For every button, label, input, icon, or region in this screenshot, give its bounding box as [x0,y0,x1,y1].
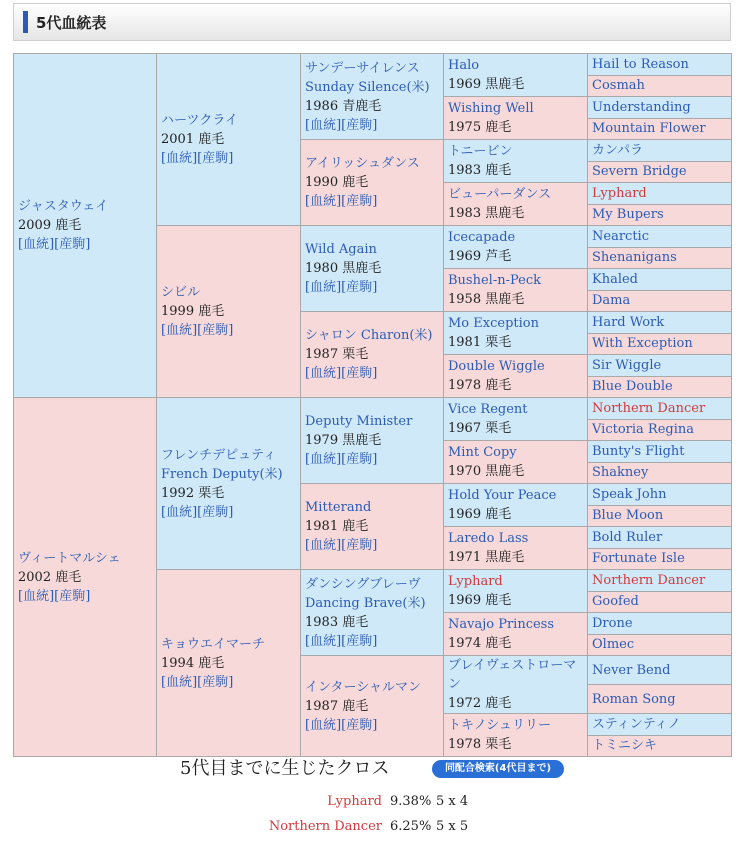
gen3-horse-cell [301,398,444,484]
horse-name-link[interactable]: トキノシュリリー [448,718,551,733]
pedigree-link[interactable]: 血統 [23,588,50,604]
horse-links: [血統][産駒] [18,237,91,252]
horse-links: [血統][産駒] [161,504,234,520]
horse-name-link[interactable]: Never Bend [592,662,671,678]
horse-links: [血統][産駒] [161,323,234,338]
gen4-horse-cell [444,226,588,269]
horse-birth-coat: 1969 鹿毛 [448,507,512,522]
horse-birth-coat: 1979 黒鹿毛 [305,433,382,448]
pedigree-link[interactable]: 血統 [166,504,193,520]
horse-name-link[interactable]: Understanding [592,99,691,115]
horse-birth-coat: 2009 鹿毛 [18,218,82,233]
horse-name-link[interactable]: Speak John [592,486,667,502]
gen5-horse-cell [588,656,732,685]
gen5-horse-cell [588,685,732,714]
pedigree-link[interactable]: 血統 [166,674,193,690]
horse-name-link[interactable]: サンデーサイレンス Sunday Silence(米) [305,60,430,95]
gen5-horse-cell [588,333,732,355]
horse-birth-coat: 1992 栗毛 [161,485,225,501]
gen5-horse-cell [588,527,732,549]
pedigree-table [13,53,732,757]
same-breeding-search-button[interactable]: 同配合検索(4代目まで) [432,760,564,778]
horse-birth-coat: 1969 鹿毛 [448,593,512,608]
cross-generation: 5 x 5 [436,819,469,834]
gen4-horse-cell [444,54,588,97]
horse-name-link[interactable]: ビューパーダンス [448,187,552,202]
gen2-horse-cell [157,398,301,570]
horse-links: [血統][産駒] [305,280,378,295]
horse-links: [血統][産駒] [305,117,378,133]
horse-name-link[interactable]: ジャスタウェイ [18,199,109,214]
gen5-horse-cell [588,484,732,506]
horse-birth-coat: 1983 黒鹿毛 [448,206,525,221]
header-accent-bar [23,11,28,33]
horse-name-link[interactable]: Cosmah [592,78,645,94]
gen4-horse-cell [444,570,588,613]
gen4-horse-cell [444,312,588,355]
horse-links: [血統][産駒] [161,151,234,166]
horse-name-link[interactable]: Hard Work [592,314,665,330]
horse-birth-coat: 1970 黒鹿毛 [448,464,525,479]
horse-links: [血統][産駒] [305,194,378,209]
cross-percent: 6.25% [390,819,432,834]
horse-links: [血統][産駒] [161,674,234,690]
gen5-horse-cell [588,140,732,162]
horse-links: [血統][産駒] [305,717,378,733]
gen4-horse-cell [444,656,588,714]
gen5-horse-cell [588,398,732,420]
pedigree-link[interactable]: 血統 [310,280,337,295]
horse-name-link[interactable]: ヴィートマルシェ [18,550,121,566]
progeny-link[interactable]: 産駒 [59,237,86,252]
gen1-horse-cell [14,398,157,757]
horse-birth-coat: 1975 鹿毛 [448,120,512,135]
horse-birth-coat: 1981 栗毛 [448,335,512,350]
gen5-horse-cell [588,613,732,635]
horse-name-link[interactable]: Nearctic [592,228,649,244]
gen2-horse-cell [157,54,301,226]
progeny-link[interactable]: 産駒 [346,717,373,733]
horse-name-link[interactable]: シャロン Charon(米) [305,328,433,343]
horse-name-link[interactable]: With Exception [592,336,693,352]
horse-name-link[interactable]: Bunty's Flight [592,443,685,459]
horse-birth-coat: 1999 鹿毛 [161,304,225,319]
horse-name-link[interactable]: インターシャルマン [305,679,421,695]
horse-birth-coat: 1972 鹿毛 [448,696,512,711]
horse-birth-coat: 1978 栗毛 [448,737,512,752]
gen5-horse-cell [588,462,732,484]
gen5-horse-cell [588,312,732,334]
pedigree-link[interactable]: 血統 [310,366,337,381]
horse-birth-coat: 1967 栗毛 [448,421,512,436]
progeny-link[interactable]: 産駒 [346,117,373,133]
horse-name-link[interactable]: フレンチデピュティ French Deputy(米) [161,447,283,482]
gen5-horse-cell [588,376,732,398]
horse-name-link[interactable]: ダンシングブレーヴ Dancing Brave(米) [305,576,426,611]
gen5-horse-cell [588,634,732,656]
progeny-link[interactable]: 産駒 [346,452,373,467]
gen4-horse-cell [444,398,588,441]
gen3-horse-cell [301,226,444,312]
horse-name-link[interactable]: スティンティノ [592,716,681,732]
pedigree-row [14,54,732,76]
horse-birth-coat: 1971 黒鹿毛 [448,550,525,565]
gen5-horse-cell [588,183,732,205]
horse-name-link[interactable]: Drone [592,615,633,631]
gen5-horse-cell [588,247,732,269]
gen4-horse-cell [444,484,588,527]
gen5-horse-cell [588,591,732,613]
gen5-horse-cell [588,54,732,76]
gen5-horse-cell [588,548,732,570]
gen5-horse-cell [588,226,732,248]
gen3-horse-cell [301,312,444,398]
horse-name-link[interactable]: Navajo Princess [448,617,555,632]
horse-links: [血統][産駒] [305,538,378,553]
horse-name-link[interactable]: Olmec [592,637,635,653]
horse-name-link[interactable]: Wishing Well [448,101,534,116]
horse-birth-coat: 2002 鹿毛 [18,569,82,585]
gen5-horse-cell [588,204,732,226]
horse-name-link[interactable]: Mitterand [305,500,372,515]
gen5-horse-cell [588,735,732,757]
horse-links: [血統][産駒] [305,452,378,467]
gen4-horse-cell [444,269,588,312]
cross-percent: 9.38% [390,794,432,809]
progeny-link[interactable]: 産駒 [346,538,373,553]
horse-name-link[interactable]: Shenanigans [592,250,677,266]
horse-name-link[interactable]: Mo Exception [448,316,539,331]
gen4-horse-cell [444,140,588,183]
gen5-horse-cell [588,75,732,97]
gen2-horse-cell [157,570,301,757]
gen5-horse-cell [588,714,732,736]
pedigree-link[interactable]: 血統 [310,633,337,649]
horse-birth-coat: 1983 鹿毛 [305,614,369,630]
horse-birth-coat: 1969 芦毛 [448,249,512,264]
pedigree-row [14,398,732,420]
pedigree-link[interactable]: 血統 [166,323,193,338]
horse-birth-coat: 1980 黒鹿毛 [305,261,382,276]
horse-links: [血統][産駒] [305,633,378,649]
horse-name-link[interactable]: Laredo Lass [448,531,529,546]
cross-horse-name[interactable]: Northern Dancer [268,819,382,834]
horse-name-link[interactable]: トニービン [448,144,513,159]
cross-horse-name[interactable]: Lyphard [327,794,382,809]
gen3-horse-cell [301,54,444,140]
gen5-horse-cell [588,118,732,140]
horse-birth-coat: 1978 鹿毛 [448,378,512,393]
gen5-horse-cell [588,97,732,119]
horse-name-link[interactable]: シビル [161,285,201,300]
progeny-link[interactable]: 産駒 [202,674,229,690]
gen5-horse-cell [588,570,732,592]
horse-birth-coat: 1987 鹿毛 [305,698,369,714]
pedigree-link[interactable]: 血統 [23,237,50,252]
horse-name-link[interactable]: Severn Bridge [592,164,687,180]
horse-name-link[interactable]: Bold Ruler [592,529,663,545]
gen5-horse-cell [588,505,732,527]
horse-name-link[interactable]: Halo [448,58,480,73]
gen3-horse-cell [301,484,444,570]
horse-name-link[interactable]: Lyphard [592,185,647,201]
progeny-link[interactable]: 産駒 [202,323,229,338]
page-header [13,3,731,41]
horse-name-link[interactable]: Deputy Minister [305,414,413,429]
horse-name-link[interactable]: Fortunate Isle [592,551,685,567]
gen3-horse-cell [301,140,444,226]
gen5-horse-cell [588,161,732,183]
horse-name-link[interactable]: Sir Wiggle [592,357,662,373]
pedigree-link[interactable]: 血統 [310,117,337,133]
progeny-link[interactable]: 産駒 [346,366,373,381]
horse-name-link[interactable]: Icecapade [448,230,516,245]
horse-links: [血統][産駒] [305,366,378,381]
horse-name-link[interactable]: Vice Regent [448,402,528,417]
horse-name-link[interactable]: Mountain Flower [592,121,706,137]
gen5-horse-cell [588,290,732,312]
horse-name-link[interactable]: Shakney [592,465,649,481]
pedigree-link[interactable]: 血統 [310,194,337,209]
horse-name-link[interactable]: Blue Moon [592,508,664,524]
horse-name-link[interactable]: Bushel-n-Peck [448,273,541,288]
gen5-horse-cell [588,419,732,441]
horse-birth-coat: 1969 黒鹿毛 [448,77,525,92]
pedigree-link[interactable]: 血統 [310,538,337,553]
horse-name-link[interactable]: My Bupers [592,207,664,223]
cross-generation: 5 x 4 [436,794,469,809]
horse-name-link[interactable]: Northern Dancer [592,400,706,416]
gen5-horse-cell [588,441,732,463]
pedigree-link[interactable]: 血統 [310,452,337,467]
horse-birth-coat: 1981 鹿毛 [305,519,369,534]
horse-name-link[interactable]: Victoria Regina [592,422,694,438]
horse-links: [血統][産駒] [18,588,91,604]
horse-name-link[interactable]: Hail to Reason [592,56,689,72]
gen3-horse-cell [301,656,444,757]
progeny-link[interactable]: 産駒 [59,588,86,604]
progeny-link[interactable]: 産駒 [346,280,373,295]
progeny-link[interactable]: 産駒 [202,504,229,520]
horse-birth-coat: 1987 栗毛 [305,347,369,362]
horse-name-link[interactable]: Goofed [592,594,639,610]
horse-birth-coat: 1990 鹿毛 [305,175,369,190]
pedigree-link[interactable]: 血統 [166,151,193,166]
gen5-horse-cell [588,355,732,377]
horse-birth-coat: 1983 鹿毛 [448,163,512,178]
pedigree-link[interactable]: 血統 [310,717,337,733]
horse-name-link[interactable]: Dama [592,293,631,309]
horse-birth-coat: 1974 鹿毛 [448,636,512,651]
page-title: 5代血統表 [36,13,107,32]
horse-name-link[interactable]: Northern Dancer [592,572,706,588]
gen3-horse-cell [301,570,444,656]
progeny-link[interactable]: 産駒 [202,151,229,166]
horse-name-link[interactable]: Roman Song [592,691,676,707]
gen4-horse-cell [444,527,588,570]
gen4-horse-cell [444,714,588,757]
gen4-horse-cell [444,441,588,484]
gen4-horse-cell [444,183,588,226]
horse-name-link[interactable]: ブレイヴェストローマン [448,658,577,692]
horse-name-link[interactable]: カンパラ [592,142,644,158]
gen4-horse-cell [444,97,588,140]
horse-birth-coat: 1958 黒鹿毛 [448,292,525,307]
horse-birth-coat: 1994 鹿毛 [161,655,225,671]
horse-name-link[interactable]: Khaled [592,271,639,287]
horse-birth-coat: 2001 鹿毛 [161,132,225,147]
gen2-horse-cell [157,226,301,398]
horse-name-link[interactable]: アイリッシュダンス [305,156,420,171]
horse-name-link[interactable]: ハーツクライ [161,113,238,128]
horse-name-link[interactable]: Mint Copy [448,445,517,460]
progeny-link[interactable]: 産駒 [346,633,373,649]
horse-name-link[interactable]: Blue Double [592,379,673,395]
horse-name-link[interactable]: Double Wiggle [448,359,545,374]
horse-name-link[interactable]: Hold Your Peace [448,488,557,503]
horse-name-link[interactable]: キョウエイマーチ [161,636,266,652]
cross-title: 5代目までに生じたクロス [180,758,390,779]
horse-name-link[interactable]: Wild Again [305,242,377,257]
gen4-horse-cell [444,613,588,656]
gen4-horse-cell [444,355,588,398]
horse-birth-coat: 1986 青鹿毛 [305,98,382,114]
progeny-link[interactable]: 産駒 [346,194,373,209]
horse-name-link[interactable]: Lyphard [448,574,503,589]
gen1-horse-cell [14,54,157,398]
horse-name-link[interactable]: トミニシキ [592,738,658,754]
gen5-horse-cell [588,269,732,291]
